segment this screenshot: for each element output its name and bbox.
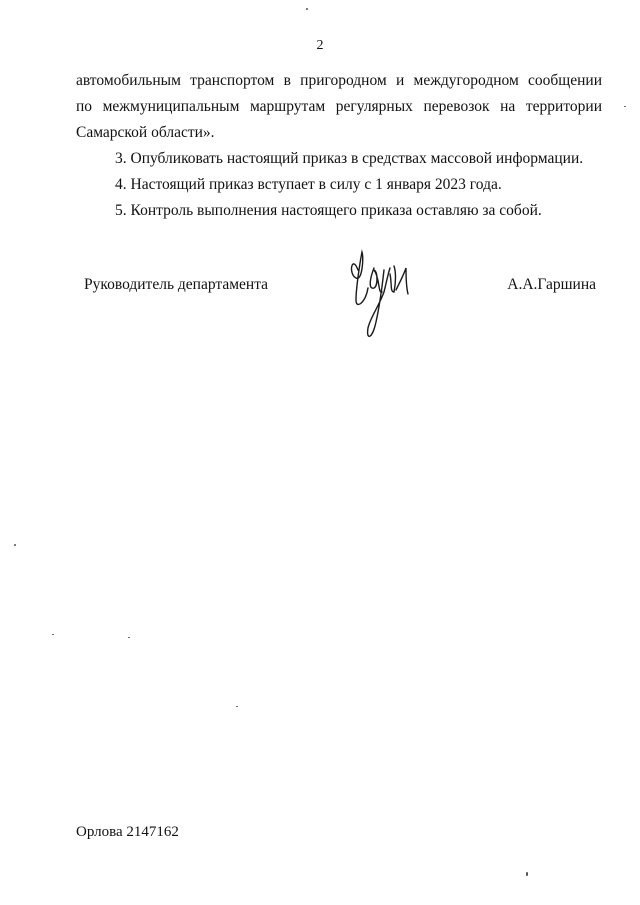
order-item-3: 3. Опубликовать настоящий приказ в средствах массовой информации. <box>115 150 584 167</box>
document-body <box>76 68 602 224</box>
page-number: 2 <box>316 38 324 53</box>
scan-speck <box>14 544 16 546</box>
signer-position: Руководитель департамента <box>84 276 269 293</box>
paragraph-line: по межмуниципальным маршрутам регулярных перевозок на территории <box>76 98 602 115</box>
scan-speck <box>236 706 238 707</box>
scan-speck <box>526 872 528 876</box>
paragraph-line: автомобильным транспортом в пригородном и междугородном сообщении <box>76 72 602 89</box>
continuation-paragraph <box>76 68 602 146</box>
paragraph-line: Самарской области». <box>76 124 215 141</box>
executor-note: Орлова 2147162 <box>76 824 179 840</box>
scan-speck <box>306 8 308 10</box>
scan-speck <box>128 637 130 638</box>
scan-speck <box>624 106 626 107</box>
signature-block <box>84 276 596 346</box>
order-item-5: 5. Контроль выполнения настоящего приказа оставляю за собой. <box>115 202 542 219</box>
signer-name: А.А.Гаршина <box>507 276 596 293</box>
scan-speck <box>52 634 54 635</box>
order-item-4: 4. Настоящий приказ вступает в силу с 1 января 2023 года. <box>115 176 502 193</box>
handwritten-signature <box>344 248 414 344</box>
